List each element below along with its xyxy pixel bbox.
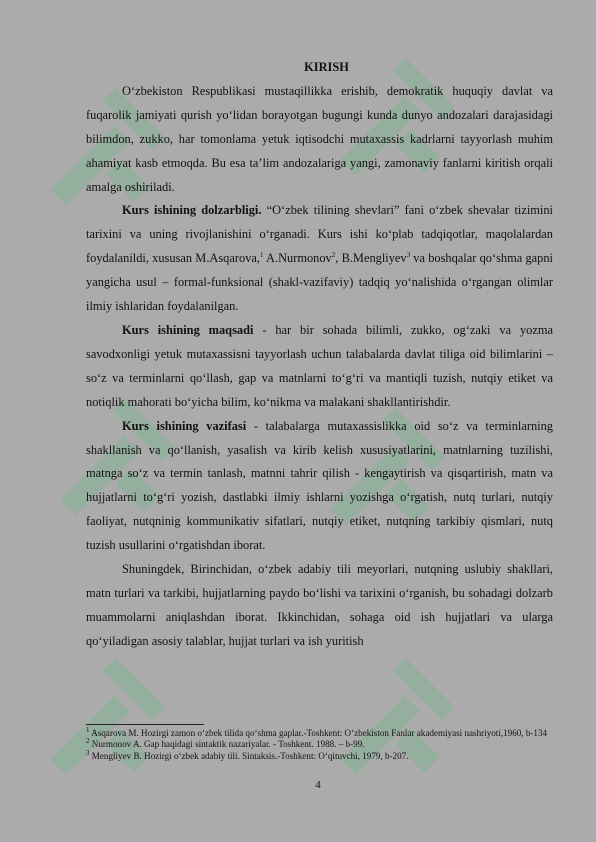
relevance-heading: Kurs ishining dolzarbligi. bbox=[122, 203, 262, 218]
relevance-text-2: A.Nurmonov bbox=[263, 251, 332, 266]
tasks-paragraph bbox=[86, 415, 553, 558]
footnote-text: Asqarova M. Hozirgi zamon o‘zbek tilida qo‘shma gaplar.-Toshkent: O‘zbekiston Fanlar akademiyasi nashriyoti,1960, b-134 bbox=[89, 728, 548, 738]
footnote-ref-2[interactable]: 2 bbox=[331, 251, 336, 260]
relevance-text-3: , B.Mengliyev bbox=[335, 251, 407, 266]
page-number: 4 bbox=[315, 779, 321, 791]
page-title: KIRISH bbox=[304, 60, 349, 74]
footnote-ref-3[interactable]: 3 bbox=[406, 251, 411, 260]
tasks-heading: Kurs ishining vazifasi bbox=[122, 418, 247, 433]
document-body bbox=[86, 56, 553, 654]
goal-text: - har bir sohada bilimli, zukko, og‘zaki va yozma savodxonligi yetuk mutaxassisni tayyorlash uchun talabalarda davlat tiliga oid bilimlarini – so‘z va terminlarni qo‘llash, gap va matnlarni to‘g‘ri va mantiqli tuzish, nutqiy etiket va notiqlik mahorati bo‘yicha bilim, ko‘nikma va malakani shakllantirishdir. bbox=[86, 322, 553, 409]
footnote-num: 2 bbox=[86, 737, 90, 746]
relevance-paragraph bbox=[86, 199, 553, 319]
footnotes bbox=[86, 725, 553, 762]
footnote-1 bbox=[86, 725, 553, 739]
footnote-ref-1[interactable]: 1 bbox=[260, 251, 264, 260]
goal-paragraph bbox=[86, 319, 553, 415]
intro-paragraph: O‘zbekiston Respublikasi mustaqillikka erishib, demokratik huquqiy davlat va fuqarolik jamiyati qurish yo‘lidan borayotgan bugungi kunda dunyo andozalari darajasidagi bilimdon, zukko, har tomonlama yetuk iqtisodchi mutaxassis kadrlarni tayyorlash muhim ahamiyat kasb etmoqda. Bu esa ta’lim andozalariga yangi, zamonaviy fanlarni kiritish orqali amalga oshiriladi. bbox=[86, 83, 553, 194]
goal-heading: Kurs ishining maqsadi bbox=[122, 322, 254, 337]
footnote-text: Mengliyev B. Hozirgi o‘zbek adabiy tili. Sintaksis.-Toshkent: O‘qituvchi, 1979, b-207. bbox=[89, 750, 409, 761]
tasks-text: - talabalarga mutaxassislikka oid so‘z va terminlarning shakllanish va qo‘llanish, yasalish va kirib kelish xususiyatlarini, matnlarning tuzilishi, matnga so‘z va termin tanlash, matnni tahrir qilish - kengaytirish va qisqartirish, matn va hujjatlarni to‘g‘ri yozish, dastlabki ilmiy ishlarni yozishga o‘rgatish, nutq turlari, nutqiy faoliyat, nutqninig kommunikativ sifatlari, nutqiy etiket, nutqning tarkibiy qismlari, nutq tuzish usullarini o‘rgatishdan iborat. bbox=[86, 418, 553, 553]
relevance-text-1: “O‘zbek tilining shevlari” fani o‘zbek shevalar tizimini tarixini va uning rivojlanishini o‘rganadi. Kurs ishi ko‘plab tadqiqotlar, maqolalardan foydalanildi, xususan M.Asqarova, bbox=[86, 203, 553, 266]
additional-paragraph: Shuningdek, Birinchidan, o‘zbek adabiy tili meyorlari, nutqning uslubiy shakllari, matn turlari va tarkibi, hujjatlarning paydo bo‘lishi va tarixini o‘rganish, bu sohadagi dolzarb muammolarni aniqlashdan iborat. Ikkinchidan, sohaga oid ish hujjatlari va ularga qo‘yiladigan asosiy talablar, hujjat turlari va ish yuritish bbox=[86, 562, 553, 648]
relevance-text-4: va boshqalar qo‘shma gapni yangicha usul – formal-funksional (shakl-vazifaviy) tadqiq yo‘nalishida o‘rgangan olimlar ilmiy ishlaridan foydalanilgan. bbox=[86, 251, 553, 314]
footnote-3 bbox=[86, 748, 553, 762]
footnote-text: Nurmonov A. Gap haqidagi sintaktik nazariyalar. - Toshkent. 1988. – b-99. bbox=[89, 739, 365, 750]
footnote-2 bbox=[86, 739, 553, 750]
footnote-num: 3 bbox=[86, 748, 90, 757]
footnote-separator bbox=[86, 724, 204, 725]
footnote-num: 1 bbox=[86, 725, 90, 734]
